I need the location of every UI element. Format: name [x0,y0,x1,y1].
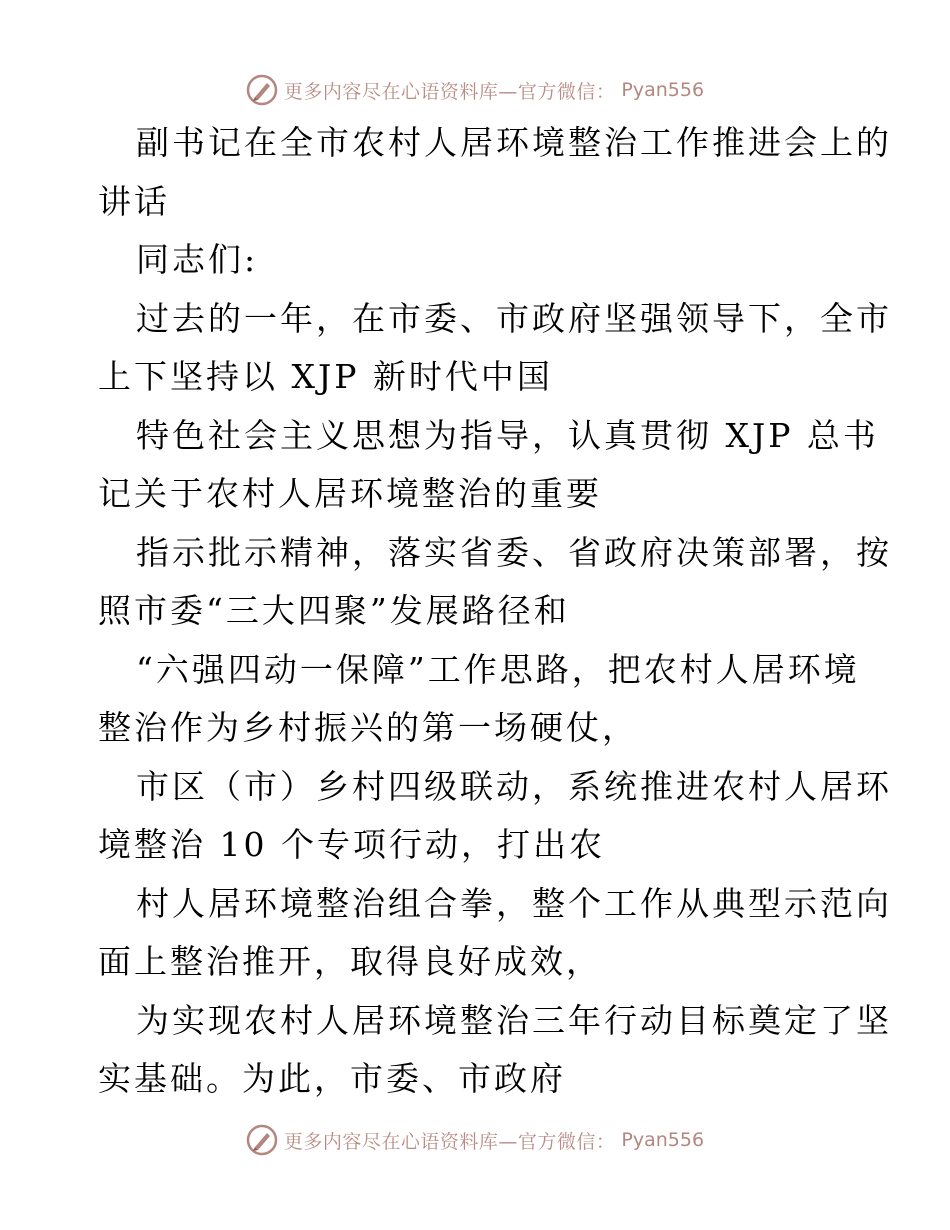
title-line-1: 副书记在全市农村人居环境整治工作推进会上的 [136,123,892,162]
header-watermark [0,70,950,110]
watermark-handle: Pyan556 [621,79,705,101]
watermark-handle: Pyan556 [621,1129,705,1151]
salutation: 同志们: [136,240,259,279]
paragraph-line: 市区（市）乡村四级联动，系统推进农村人居环 [136,766,892,806]
paragraph-line: “六强四动一保障”工作思路，把农村人居环境 [136,649,860,689]
paragraph-line: 面上整治推开，取得良好成效， [98,942,602,981]
paragraph-line: 指示批示精神，落实省委、省政府决策部署，按 [136,532,892,572]
pen-logo-icon [246,74,278,106]
paragraph-line: 照市委“三大四聚”发展路径和 [98,591,570,630]
watermark-text: 更多内容尽在心语资料库—官方微信： [283,1130,616,1153]
paragraph-line: 整治作为乡村振兴的第一场硬仗， [98,708,638,747]
paragraph-line: 实基础。为此，市委、市政府 [98,1059,566,1098]
paragraph-line: 村人居环境整治组合拳，整个工作从典型示范向 [136,883,892,923]
title-line-2: 讲话 [98,181,170,221]
pen-logo-icon [246,1124,278,1156]
paragraph-line: 境整治 10 个专项行动，打出农 [98,825,605,864]
paragraph-line: 过去的一年，在市委、市政府坚强领导下，全市 [136,298,892,338]
document-body [98,114,892,1109]
paragraph-line: 记关于农村人居环境整治的重要 [98,474,602,513]
paragraph-line: 为实现农村人居环境整治三年行动目标奠定了坚 [136,1000,892,1040]
watermark-text: 更多内容尽在心语资料库—官方微信： [283,80,616,103]
paragraph-line: 特色社会主义思想为指导，认真贯彻 XJP 总书 [136,415,879,455]
paragraph-line: 上下坚持以 XJP 新时代中国 [98,357,553,396]
footer-watermark [0,1120,950,1160]
